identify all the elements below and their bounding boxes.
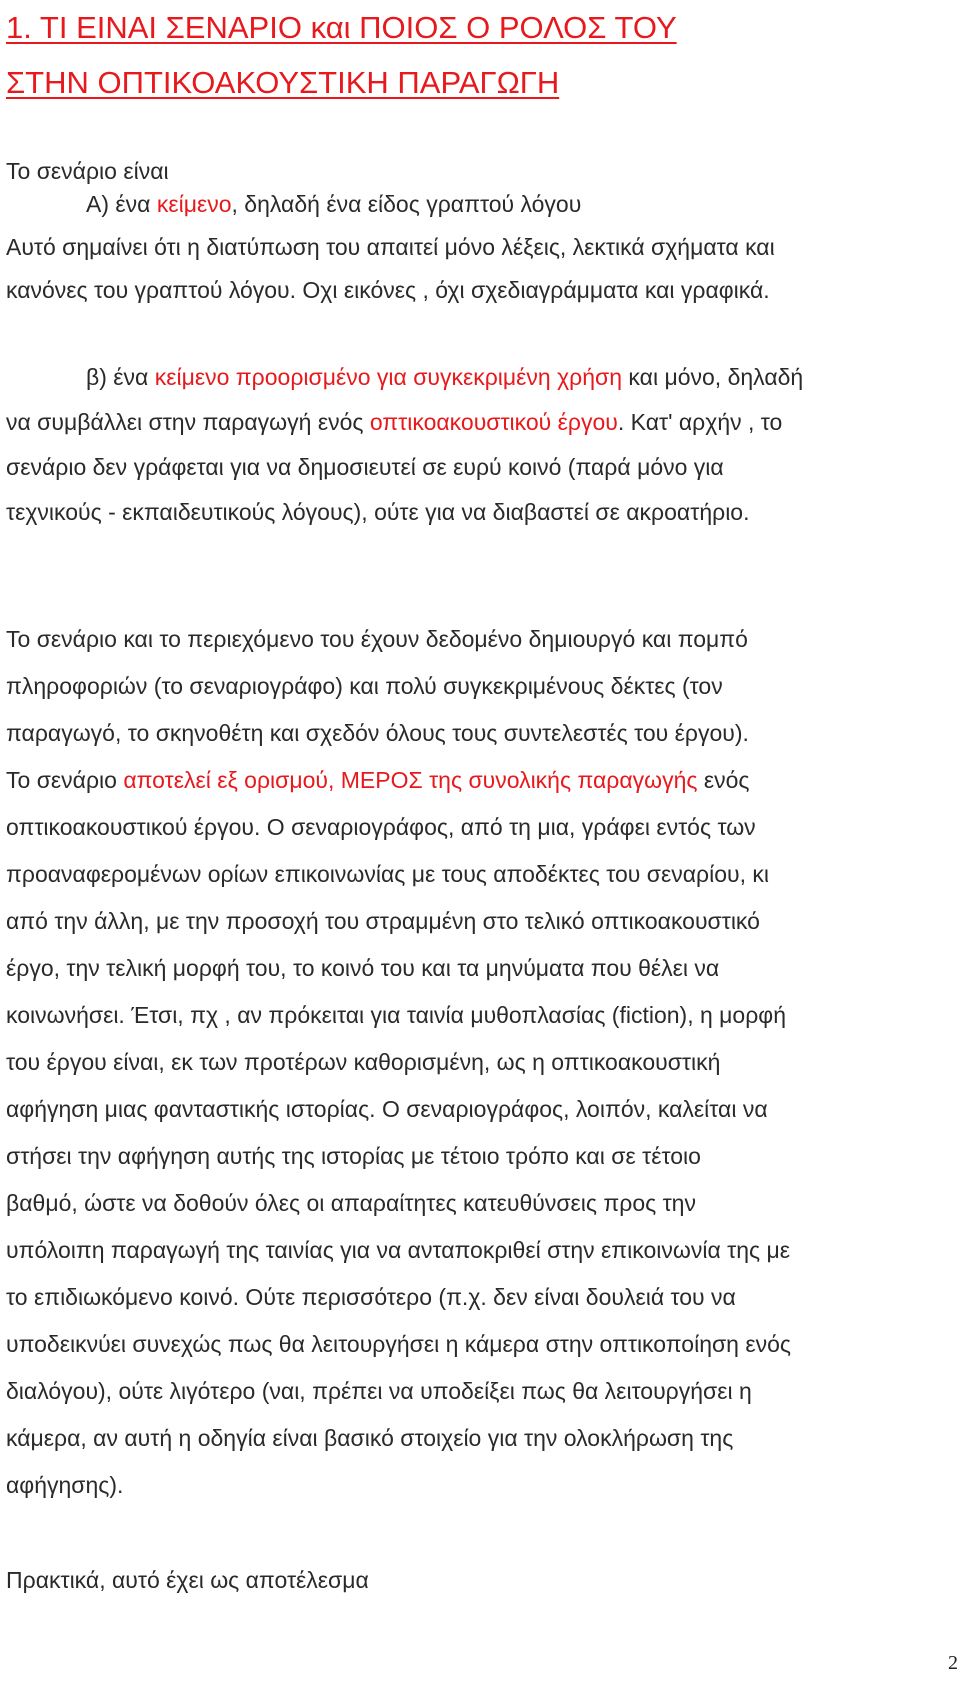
paragraph-line-10: του έργου είναι, εκ των προτέρων καθορισμένη, ως η οπτικοακουστική [6, 1049, 721, 1075]
page-number: 2 [948, 1652, 958, 1674]
highlight-text: κείμενο [156, 191, 232, 217]
paragraph-line-13: βαθμό, ώστε να δοθούν όλες οι απαραίτητες κατευθύνσεις προς την [6, 1190, 696, 1216]
paragraph-line-5: οπτικοακουστικού έργου. Ο σεναριογράφος, από τη μια, γράφει εντός των [6, 814, 756, 840]
point-b-line-2: να συμβάλλει στην παραγωγή ενός οπτικοακουστικού έργου. Κατ' αρχήν , το [6, 409, 783, 435]
paragraph-line-14: υπόλοιπη παραγωγή της ταινίας για να ανταποκριθεί στην επικοινωνία της με [6, 1237, 790, 1263]
paragraph-line-3: παραγωγό, το σκηνοθέτη και σχεδόν όλους τους συντελεστές του έργου). [6, 720, 749, 746]
closing-line: Πρακτικά, αυτό έχει ως αποτέλεσμα [6, 1567, 369, 1593]
paragraph-line-2: πληροφοριών (το σεναριογράφο) και πολύ συγκεκριμένους δέκτες (τον [6, 673, 723, 699]
paragraph-line-4: Το σενάριο αποτελεί εξ ορισμού, ΜΕΡΟΣ της συνολικής παραγωγής ενός [6, 767, 750, 793]
paragraph-line-17: διαλόγου), ούτε λιγότερο (ναι, πρέπει να υποδείξει πως θα λειτουργήσει η [6, 1378, 752, 1404]
intro-line: Το σενάριο είναι [6, 158, 169, 184]
paragraph-line-7: από την άλλη, με την προσοχή του στραμμένη στο τελικό οπτικοακουστικό [6, 908, 760, 934]
paragraph-line-1: Το σενάριο και το περιεχόμενο του έχουν δεδομένο δημιουργό και πομπό [6, 626, 748, 652]
paragraph-line-11: αφήγηση μιας φανταστικής ιστορίας. Ο σεναριογράφος, λοιπόν, καλείται να [6, 1096, 768, 1122]
paragraph-line-9: κοινωνήσει. Έτσι, πχ , αν πρόκειται για ταινία μυθοπλασίας (fiction), η μορφή [6, 1002, 786, 1028]
paragraph-line-19: αφήγησης). [6, 1472, 124, 1498]
paragraph-line-6: προαναφερομένων ορίων επικοινωνίας με τους αποδέκτες του σεναρίου, κι [6, 861, 769, 887]
highlight-text: οπτικοακουστικού έργου [369, 409, 618, 435]
point-b-line-3: σενάριο δεν γράφεται για να δημοσιευτεί σε ευρύ κοινό (παρά μόνο για [6, 454, 724, 480]
point-a-line-3: κανόνες του γραπτού λόγου. Οχι εικόνες , όχι σχεδιαγράμματα και γραφικά. [6, 277, 770, 303]
point-a-line-2: Αυτό σημαίνει ότι η διατύπωση του απαιτεί μόνο λέξεις, λεκτικά σχήματα και [6, 234, 775, 260]
section-heading [6, 0, 946, 110]
paragraph-line-15: το επιδιωκόμενο κοινό. Ούτε περισσότερο (π.χ. δεν είναι δουλειά του να [6, 1284, 736, 1310]
paragraph-line-16: υποδεικνύει συνεχώς πως θα λειτουργήσει η κάμερα στην οπτικοποίηση ενός [6, 1331, 791, 1357]
paragraph-line-18: κάμερα, αν αυτή η οδηγία είναι βασικό στοιχείο για την ολοκλήρωση της [6, 1425, 734, 1451]
paragraph-line-8: έργο, την τελική μορφή του, το κοινό του και τα μηνύματα που θέλει να [6, 955, 720, 981]
point-a-line-1: Α) ένα κείμενο, δηλαδή ένα είδος γραπτού λόγου [86, 191, 582, 217]
heading-line-2: ΣΤΗΝ ΟΠΤΙΚΟΑΚΟΥΣΤΙΚΗ ΠΑΡΑΓΩΓΗ [6, 65, 560, 100]
point-b-line-1: β) ένα κείμενο προορισμένο για συγκεκριμένη χρήση και μόνο, δηλαδή [86, 364, 804, 390]
paragraph-line-12: στήσει την αφήγηση αυτής της ιστορίας με τέτοιο τρόπο και σε τέτοιο [6, 1143, 701, 1169]
highlight-text: κείμενο προορισμένο για συγκεκριμένη χρήση [154, 364, 623, 390]
heading-line-1: 1. ΤΙ ΕΙΝΑΙ ΣΕΝΑΡΙΟ και ΠΟΙΟΣ Ο ΡΟΛΟΣ ΤΟΥ [6, 10, 677, 45]
highlight-text: αποτελεί εξ ορισμού, ΜΕΡΟΣ της συνολικής παραγωγής [123, 767, 698, 793]
point-b-line-4: τεχνικούς - εκπαιδευτικούς λόγους), ούτε για να διαβαστεί σε ακροατήριο. [6, 499, 750, 525]
